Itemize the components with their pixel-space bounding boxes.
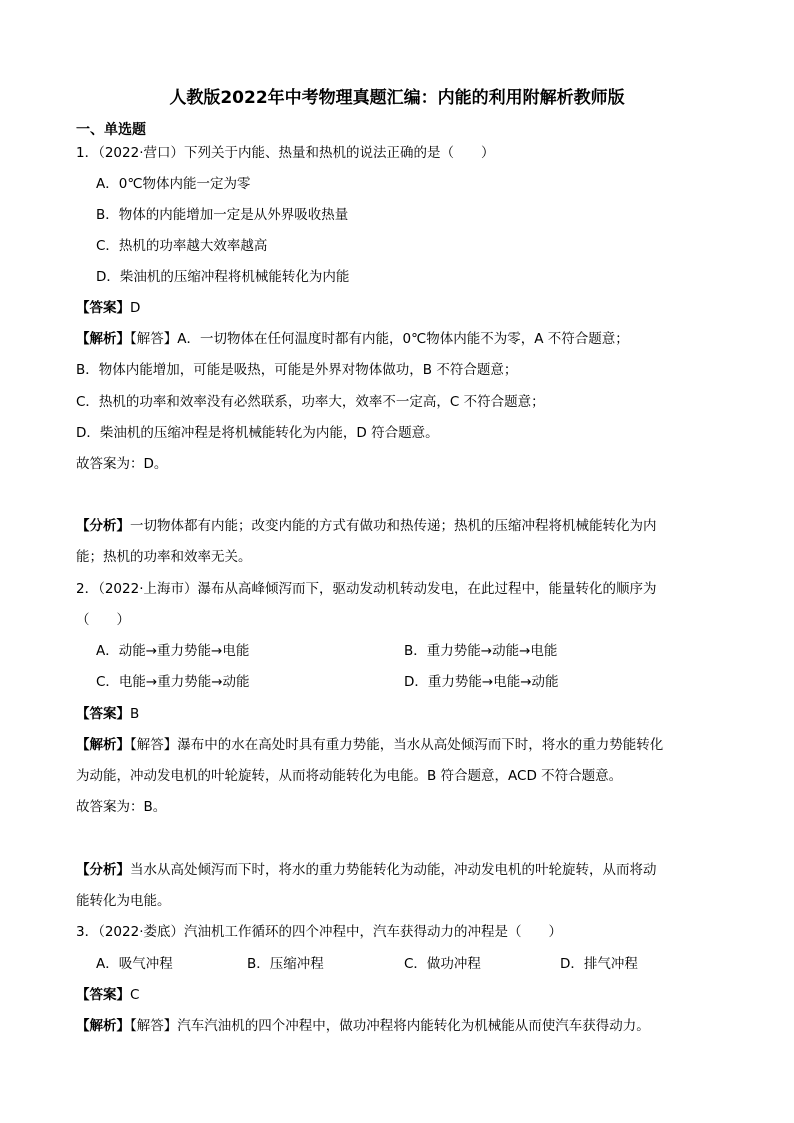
q2-analysis-line-3: 故答案为：B。	[76, 799, 167, 815]
q2-analysis-line-2: 为动能，冲动发电机的叶轮旋转，从而将动能转化为电能。B 符合题意，ACD 不符合题意。	[76, 768, 623, 784]
q3-option-c: C．做功冲程	[404, 956, 481, 972]
q2-analysis-line-1	[76, 735, 663, 755]
q3-answer-label: 【答案】	[76, 987, 130, 1003]
q2-stem-line-2: （ ）	[76, 612, 130, 628]
q2-option-a: A．动能→重力势能→电能	[96, 643, 250, 659]
q1-analysis-line-4: D．柴油机的压缩冲程是将机械能转化为内能，D 符合题意。	[76, 425, 439, 441]
q2-answer	[76, 704, 139, 724]
q1-analysis-text-1: 【解答】A．一切物体在任何温度时都有内能，0℃物体内能不为零，A 不符合题意；	[130, 331, 629, 347]
q1-note-line-2: 能；热机的功率和效率无关。	[76, 549, 252, 565]
q2-answer-label: 【答案】	[76, 706, 130, 722]
q3-answer-value: C	[130, 987, 140, 1003]
q1-note-text-1: 一切物体都有内能；改变内能的方式有做功和热传递；热机的压缩冲程将机械能转化为内	[130, 518, 657, 534]
q3-analysis-text-1: 【解答】汽车汽油机的四个冲程中，做功冲程将内能转化为机械能从而使汽车获得动力。	[130, 1018, 650, 1034]
q1-option-c: C．热机的功率越大效率越高	[96, 238, 268, 254]
q3-option-a: A．吸气冲程	[96, 956, 173, 972]
q1-stem: 1．（2022·营口）下列关于内能、热量和热机的说法正确的是（ ）	[76, 145, 495, 161]
q2-stem-line-1: 2．（2022·上海市）瀑布从高峰倾泻而下，驱动发动机转动发电，在此过程中，能量转化的顺序为	[76, 581, 657, 597]
q2-option-d: D．重力势能→电能→动能	[404, 674, 559, 690]
q2-note-label: 【分析】	[76, 862, 130, 878]
q3-answer	[76, 985, 139, 1005]
q3-option-b: B．压缩冲程	[247, 956, 324, 972]
q2-note-line-2: 能转化为电能。	[76, 893, 171, 909]
q1-answer-label: 【答案】	[76, 300, 130, 316]
q2-option-c: C．电能→重力势能→动能	[96, 674, 250, 690]
q2-analysis-text-1: 【解答】瀑布中的水在高处时具有重力势能，当水从高处倾泻而下时，将水的重力势能转化	[130, 737, 664, 753]
q2-note-text-1: 当水从高处倾泻而下时，将水的重力势能转化为动能，冲动发电机的叶轮旋转，从而将动	[130, 862, 657, 878]
q2-analysis-label: 【解析】	[76, 737, 130, 753]
document-title: 人教版2022年中考物理真题汇编：内能的利用附解析教师版	[169, 88, 625, 108]
q2-note-line-1	[76, 860, 657, 880]
q3-option-d: D．排气冲程	[560, 956, 638, 972]
q1-answer-value: D	[130, 300, 141, 316]
q1-analysis-line-3: C．热机的功率和效率没有必然联系，功率大，效率不一定高，C 不符合题意；	[76, 394, 545, 410]
q1-option-b: B．物体的内能增加一定是从外界吸收热量	[96, 207, 349, 223]
q3-analysis-label: 【解析】	[76, 1018, 130, 1034]
q1-option-d: D．柴油机的压缩冲程将机械能转化为内能	[96, 269, 350, 285]
q1-option-a: A．0℃物体内能一定为零	[96, 176, 251, 192]
q1-note-label: 【分析】	[76, 518, 130, 534]
q1-analysis-label: 【解析】	[76, 331, 130, 347]
q1-analysis-line-1	[76, 329, 629, 349]
q1-answer	[76, 298, 140, 318]
q1-note-line-1	[76, 516, 657, 536]
q2-answer-value: B	[130, 706, 140, 722]
section-heading: 一、单选题	[76, 122, 146, 138]
q3-analysis-line-1	[76, 1016, 650, 1036]
q3-stem: 3．（2022·娄底）汽油机工作循环的四个冲程中，汽车获得动力的冲程是（ ）	[76, 924, 562, 940]
q1-analysis-line-2: B．物体内能增加，可能是吸热，可能是外界对物体做功，B 不符合题意；	[76, 362, 518, 378]
q1-analysis-line-5: 故答案为：D。	[76, 456, 168, 472]
q2-option-b: B．重力势能→动能→电能	[404, 643, 558, 659]
